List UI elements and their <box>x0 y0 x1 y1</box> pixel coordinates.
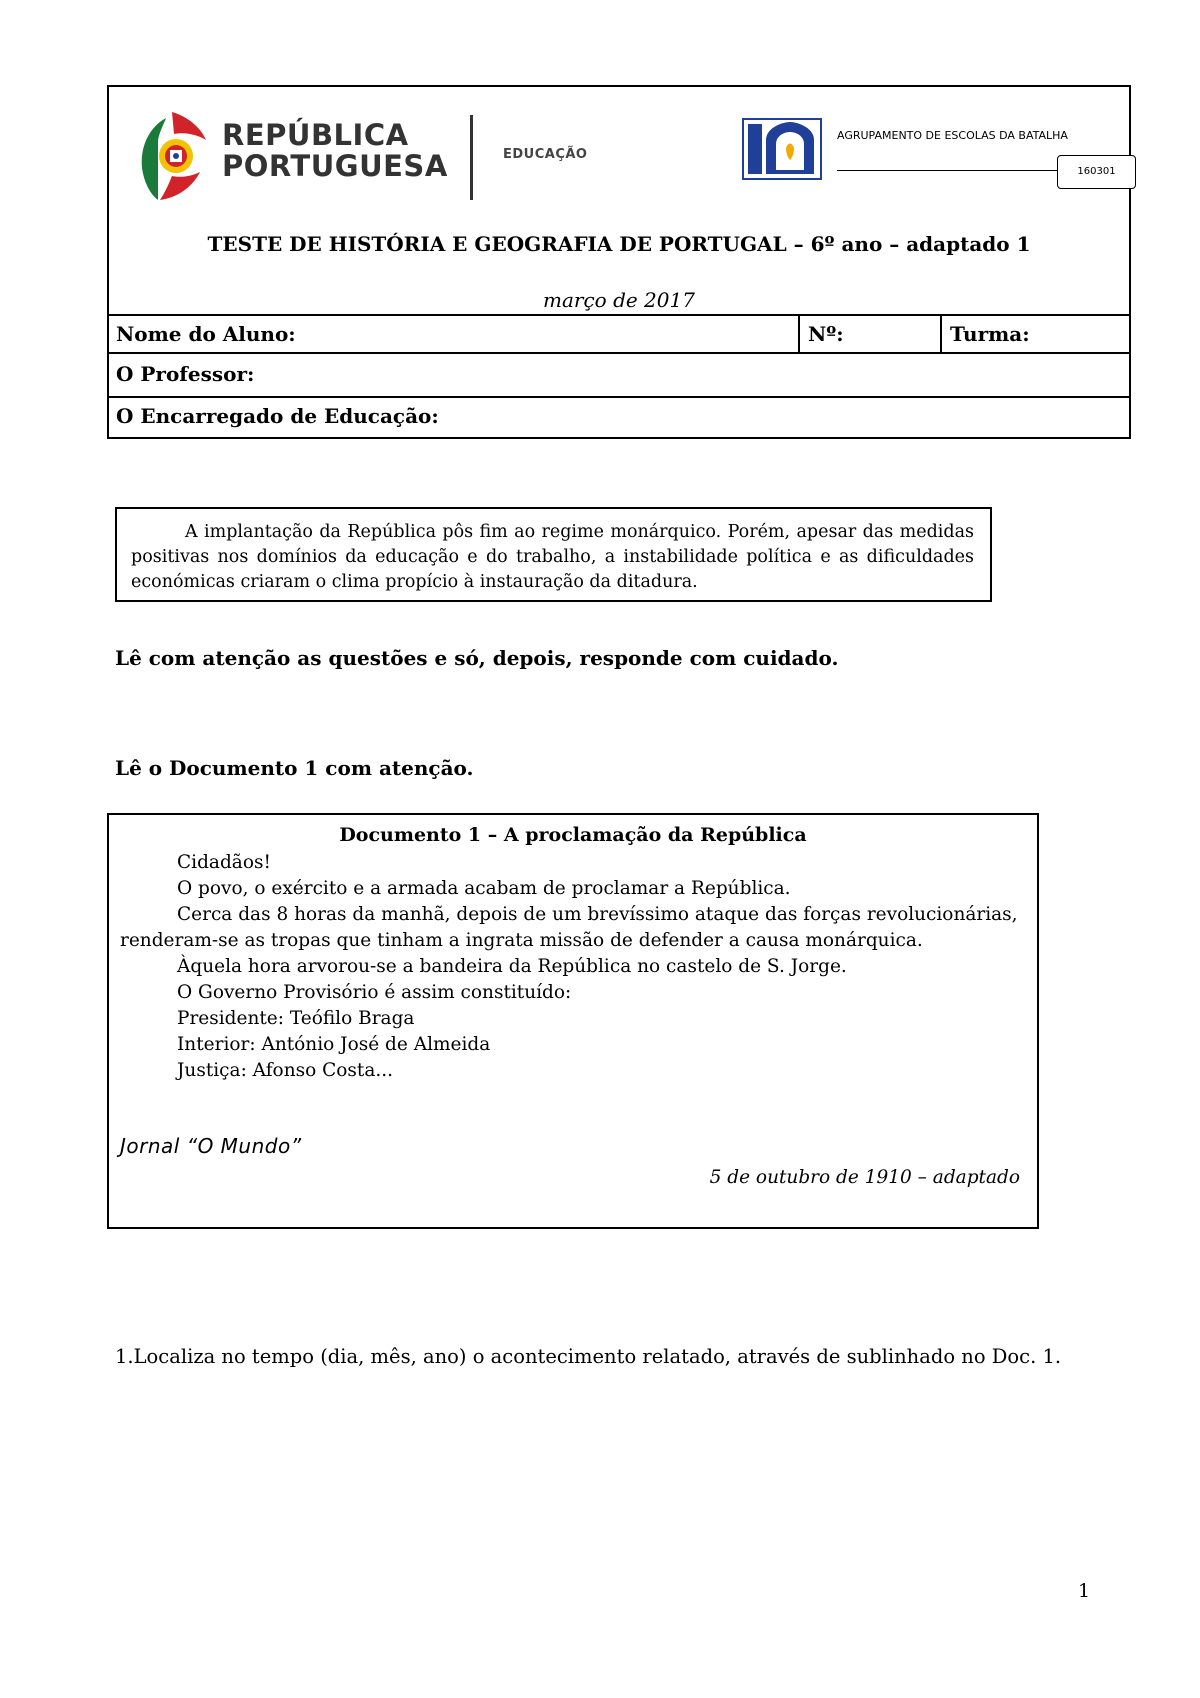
document-title: Documento 1 – A proclamação da República <box>339 824 807 846</box>
document-date: 5 de outubro de 1910 – adaptado <box>709 1167 1020 1188</box>
logo-line-2: PORTUGUESA <box>222 149 448 183</box>
school-code-badge: 160301 <box>1057 155 1136 189</box>
document-line: renderam-se as tropas que tinham a ingrata missão de defender a causa monárquica. <box>120 930 923 951</box>
student-info-row <box>107 314 1131 354</box>
teacher-row <box>107 354 1131 398</box>
intro-text: A implantação da República pôs fim ao regime monárquico. Porém, apesar das medidas positivas nos domínios da educação e do trabalho, a instabilidade política e as dificuldades económicas criaram o clima propício à instauração da ditadura. <box>131 522 974 592</box>
document-line: Àquela hora arvorou-se a bandeira da República no castelo de S. Jorge. <box>177 956 847 977</box>
document-line: Justiça: Afonso Costa... <box>177 1060 394 1081</box>
test-date: março de 2017 <box>543 288 695 312</box>
logo-line-1: REPÚBLICA <box>222 118 409 152</box>
cell-divider <box>798 314 800 354</box>
guardian-row <box>107 398 1131 439</box>
document-line: O Governo Provisório é assim constituído: <box>177 982 572 1003</box>
ministry-label: EDUCAÇÃO <box>503 147 588 162</box>
student-name-label: Nome do Aluno: <box>116 322 296 346</box>
instruction-read-carefully: Lê com atenção as questões e só, depois, responde com cuidado. <box>115 646 839 670</box>
school-name: AGRUPAMENTO DE ESCOLAS DA BATALHA <box>837 129 1068 142</box>
school-underline <box>837 170 1057 171</box>
document-line: Interior: António José de Almeida <box>177 1034 491 1055</box>
document-line: O povo, o exército e a armada acabam de proclamar a República. <box>177 878 791 899</box>
test-title: TESTE DE HISTÓRIA E GEOGRAFIA DE PORTUGAL – 6º ano – adaptado 1 <box>207 232 1031 256</box>
document-source: Jornal “O Mundo” <box>120 1134 302 1158</box>
page-number: 1 <box>1078 1580 1091 1602</box>
school-logo-icon <box>742 118 822 180</box>
class-label: Turma: <box>950 322 1030 346</box>
logo-divider <box>470 115 473 200</box>
guardian-label: O Encarregado de Educação: <box>116 404 439 428</box>
teacher-label: O Professor: <box>116 362 255 386</box>
republica-portuguesa-emblem-icon <box>136 110 208 202</box>
number-label: Nº: <box>808 322 844 346</box>
republica-portuguesa-wordmark <box>222 120 448 182</box>
document-line: Cidadãos! <box>177 852 271 873</box>
document-line: Cerca das 8 horas da manhã, depois de um brevíssimo ataque das forças revolucionárias, <box>177 904 1018 925</box>
intro-box <box>115 507 992 602</box>
cell-divider <box>940 314 942 354</box>
instruction-read-document: Lê o Documento 1 com atenção. <box>115 756 474 780</box>
question-1: 1.Localiza no tempo (dia, mês, ano) o acontecimento relatado, através de sublinhado no Doc. 1. <box>115 1345 1062 1368</box>
document-line: Presidente: Teófilo Braga <box>177 1008 415 1029</box>
